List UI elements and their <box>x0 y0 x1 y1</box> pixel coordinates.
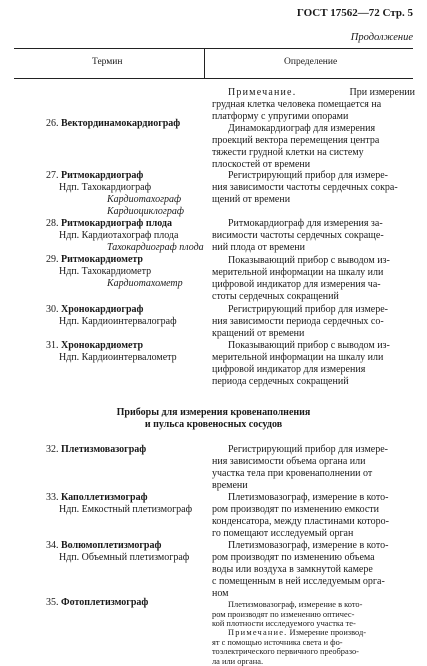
text-defs2-0-0: Регистрирующий прибор для измере- <box>212 444 415 456</box>
term-35 <box>46 597 148 609</box>
text-defs-0-2: тяжести грудной клетки на систему <box>212 147 415 159</box>
text-terms-1-alts-1: Кардиотахограф <box>46 194 184 206</box>
text-terms-5-alts-0: Ндп. Кардиоинтервалометр <box>46 352 177 364</box>
text-section-line2: и пульса кровеносных сосудов <box>14 419 413 431</box>
text-terms-2-num: 28. <box>46 218 59 229</box>
text-defs2-0-3: времени <box>212 480 415 492</box>
text-defs-1-1: ния зависимости частоты сердечных сокра- <box>212 182 415 194</box>
text-defs2-2-0: Плетизмовазограф, измерение в кото- <box>212 540 415 552</box>
text-line <box>46 492 192 504</box>
text-terms2-0-term: Плетизмовазограф <box>61 444 146 455</box>
text-note1-lines-2: платформу с упругими опорами <box>212 111 415 123</box>
text-terms2-3-term: Фотоплетизмограф <box>61 597 148 608</box>
text-defs2-2-4: ном <box>212 588 415 600</box>
text-terms-1-alts-2: Кардиоциклограф <box>46 206 184 218</box>
text-note2-lines-1: ят с помощью источника света и фо- <box>212 638 415 648</box>
term-26 <box>46 118 180 130</box>
text-terms-5-term: Хронокардиометр <box>61 340 143 351</box>
text-line <box>46 304 177 316</box>
text-line <box>46 218 204 230</box>
text-defs-0-3: плоскостей от времени <box>212 159 415 171</box>
text-terms-4-term: Хронокардиограф <box>61 304 143 315</box>
text-line <box>46 540 189 552</box>
text-terms2-1-term: Каполлетизмограф <box>61 492 148 503</box>
text-defs2-3-2: кой плотности исследуемого участка те- <box>212 619 415 629</box>
text-terms2-3-num: 35. <box>46 597 59 608</box>
text-note1-lines-0: При измерении <box>350 87 416 99</box>
definition-32 <box>212 444 415 492</box>
definition-30 <box>212 304 415 340</box>
text-line <box>46 340 177 352</box>
text-note2-lines-2: тоэлектрического первичного преобразо- <box>212 647 415 657</box>
table-header-rule <box>14 78 413 79</box>
text-terms2-2-alts-0: Ндп. Объемный плетизмограф <box>46 552 189 564</box>
definition-28 <box>212 218 415 254</box>
note-1 <box>212 87 415 123</box>
text-line <box>212 87 415 99</box>
text-defs-3-0: Показывающий прибор с выводом из- <box>212 255 415 267</box>
text-defs-3-1: мерительной информации на шкалу или <box>212 267 415 279</box>
text-terms2-2-num: 34. <box>46 540 59 551</box>
text-terms-2-term: Ритмокардиограф плода <box>61 218 172 229</box>
text-terms-2-alts-0: Ндп. Кардиотахограф плода <box>46 230 204 242</box>
text-defs-5-2: цифровой индикатор для измерения <box>212 364 415 376</box>
text-defs-5-0: Показывающий прибор с выводом из- <box>212 340 415 352</box>
continuation-label: Продолжение <box>351 32 413 43</box>
text-terms2-1-alts-0: Ндп. Емкостный плетизмограф <box>46 504 192 516</box>
text-defs2-1-1: ром производят по изменению емкости <box>212 504 415 516</box>
page-header-standard: ГОСТ 17562—72 Стр. 5 <box>297 7 413 19</box>
text-defs2-0-1: ния зависимости объема органа или <box>212 456 415 468</box>
text-defs-0-0: Динамокардиограф для измерения <box>212 123 415 135</box>
definition-29 <box>212 255 415 303</box>
text-defs2-3-1: ром производят по изменению оптичес- <box>212 610 415 620</box>
text-defs-5-1: мерительной информации на шкалу или <box>212 352 415 364</box>
text-defs2-2-1: ром производят по изменению объема <box>212 552 415 564</box>
term-34 <box>46 540 189 564</box>
text-terms-3-alts-0: Ндп. Тахокардиометр <box>46 266 183 278</box>
column-divider-header <box>204 48 205 78</box>
text-defs-4-1: ния зависимости периода сердечных со- <box>212 316 415 328</box>
text-defs2-2-2: воды или воздуха в замкнутой камере <box>212 564 415 576</box>
text-line <box>46 254 183 266</box>
text-terms2-2-term: Волюмоплетизмограф <box>61 540 161 551</box>
text-terms-1-alts-0: Ндп. Тахокардиограф <box>59 182 151 193</box>
text-defs-0-1: проекций вектора перемещения центра <box>212 135 415 147</box>
note-2 <box>212 628 415 666</box>
text-defs2-1-2: конденсатора, между пластинами которо- <box>212 516 415 528</box>
text-defs-2-2: ний плода от времени <box>212 242 415 254</box>
text-defs-4-0: Регистрирующий прибор для измере- <box>212 304 415 316</box>
definition-31 <box>212 340 415 388</box>
text-terms-4-num: 30. <box>46 304 59 315</box>
text-terms-0-num: 26. <box>46 118 59 129</box>
definition-26 <box>212 123 415 171</box>
text-defs-1-2: щений от времени <box>212 194 415 206</box>
text-terms-0-term: Вектординамокардиограф <box>61 118 180 129</box>
text-line <box>46 170 184 182</box>
text-terms-3-alts-1: Кардиотахометр <box>46 278 183 290</box>
term-33 <box>46 492 192 516</box>
text-terms-2-alts-1: Тахокардиограф плода <box>46 242 204 254</box>
definition-35 <box>212 600 415 629</box>
note-1-label: Примечание. <box>228 87 296 98</box>
text-terms2-0-num: 32. <box>46 444 59 455</box>
text-terms-4-alts-0: Ндп. Кардиоинтервалограф <box>46 316 177 328</box>
term-29 <box>46 254 183 290</box>
text-defs2-0-2: участка тела при кровенаполнении от <box>212 468 415 480</box>
text-defs-4-2: кращений от времени <box>212 328 415 340</box>
text-defs-1-0: Регистрирующий прибор для измере- <box>212 170 415 182</box>
term-32 <box>46 444 146 456</box>
text-defs2-1-3: го помещают исследуемый орган <box>212 528 415 540</box>
column-header-term: Термин <box>92 57 122 67</box>
text-defs-3-2: цифровой индикатор для измерения ча- <box>212 279 415 291</box>
text-defs2-3-3: ла или органа. <box>212 657 415 666</box>
text-terms-1-term: Ритмокардиограф <box>61 170 143 181</box>
note-2-label: Примечание. <box>212 628 287 637</box>
text-defs-3-3: стоты сердечных сокращений <box>212 291 415 303</box>
section-heading <box>14 407 413 431</box>
text-section-line1: Приборы для измерения кровенаполнения <box>14 407 413 419</box>
text-defs2-3-0: Плетизмовазограф, измерение в кото- <box>212 600 415 610</box>
definition-34 <box>212 540 415 600</box>
definition-27 <box>212 170 415 206</box>
text-terms-3-term: Ритмокардиометр <box>61 254 143 265</box>
term-30 <box>46 304 177 328</box>
term-31 <box>46 340 177 364</box>
text-line <box>46 182 184 194</box>
text-defs-2-1: висимости частоты сердечных сокраще- <box>212 230 415 242</box>
text-terms2-1-num: 33. <box>46 492 59 503</box>
definition-33 <box>212 492 415 540</box>
text-note1-lines-1: грудная клетка человека помещается на <box>212 99 415 111</box>
text-terms-1-num: 27. <box>46 170 59 181</box>
text-defs-2-0: Ритмокардиограф для измерения за- <box>212 218 415 230</box>
text-terms-3-num: 29. <box>46 254 59 265</box>
text-defs2-1-0: Плетизмовазограф, измерение в кото- <box>212 492 415 504</box>
table-top-rule <box>14 48 413 49</box>
text-defs2-2-3: с помещенным в ней исследуемым орга- <box>212 576 415 588</box>
text-terms-5-num: 31. <box>46 340 59 351</box>
column-header-definition: Определение <box>284 57 337 67</box>
term-27 <box>46 170 184 218</box>
text-note2-lines-0: Измерение производ- <box>290 628 366 637</box>
text-defs-5-3: периода сердечных сокращений <box>212 376 415 388</box>
term-28 <box>46 218 204 254</box>
